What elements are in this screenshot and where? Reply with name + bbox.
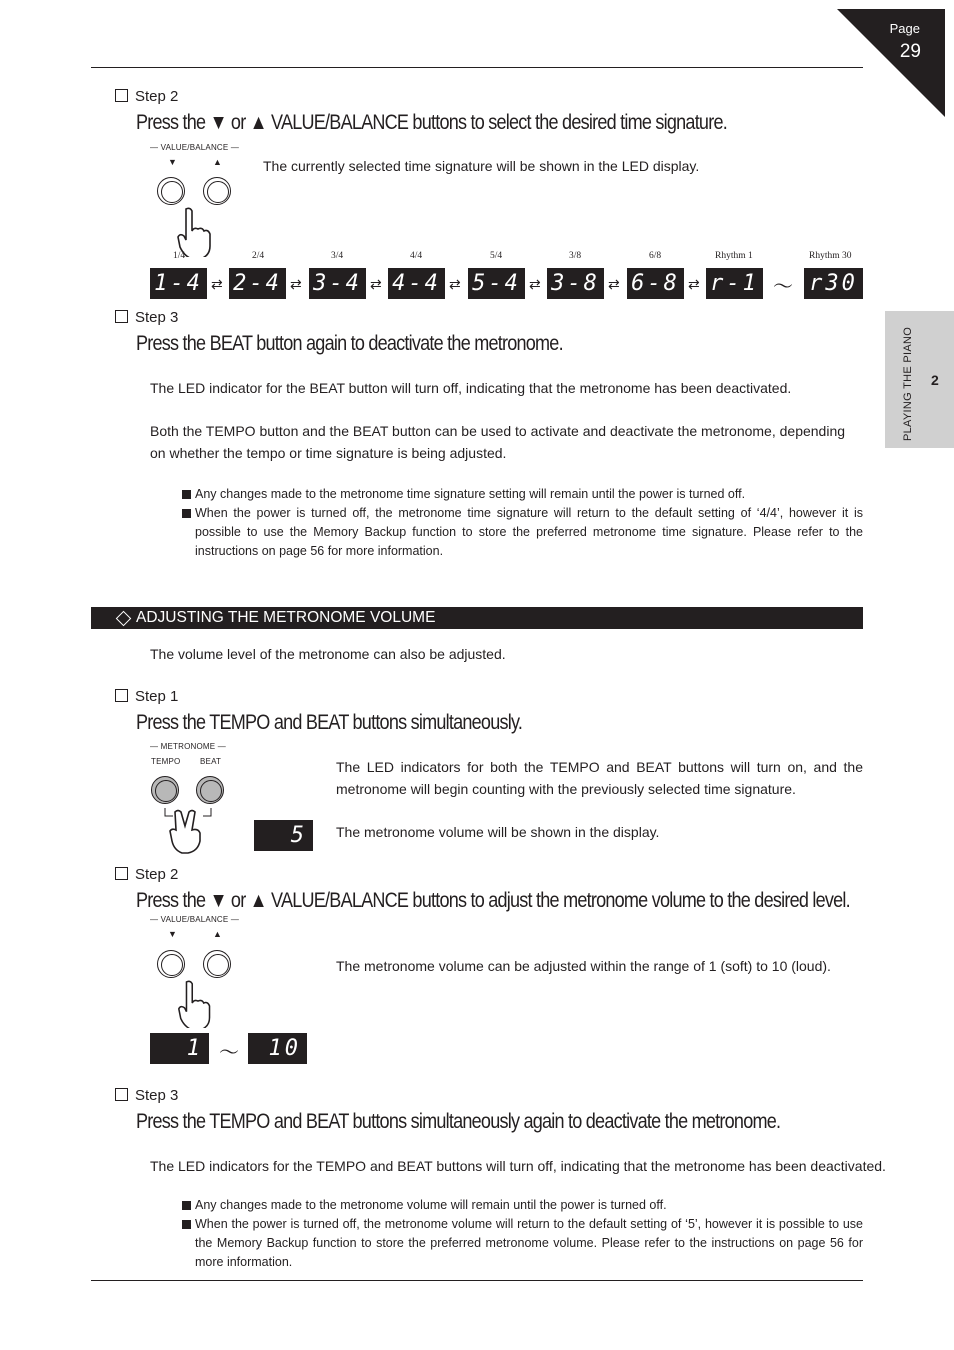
- ts-label: Rhythm 30: [809, 251, 852, 261]
- led-display: 4-4: [388, 268, 445, 299]
- notes-volume: [182, 1196, 863, 1272]
- value-balance-label: — VALUE/BALANCE —: [150, 143, 240, 152]
- top-rule: [91, 67, 863, 68]
- diamond-icon: [116, 611, 132, 627]
- led-display: 6-8: [627, 268, 684, 299]
- range-tilde-icon: ～: [219, 1042, 239, 1064]
- step-2b-label: Step 2: [115, 866, 178, 883]
- swap-arrows-icon: ⇄: [449, 276, 461, 292]
- swap-arrows-icon: ⇄: [290, 276, 302, 292]
- up-arrow-icon: ▲: [213, 157, 222, 167]
- ts-label: 4/4: [410, 251, 423, 261]
- led-display: 1-4: [150, 268, 207, 299]
- section-title: ADJUSTING THE METRONOME VOLUME: [136, 609, 436, 626]
- ts-label: 5/4: [490, 251, 503, 261]
- note-item: When the power is turned off, the metronome volume will return to the default setting of ‘5’, however it is possible to use the Memory Backup function to store the preferred metronome volume. Please refer to the instructions on page 56 for more information.: [182, 1215, 863, 1272]
- volume-display: 5: [254, 820, 313, 851]
- step-2b-heading: Press the ▼ or ▲ VALUE/BALANCE buttons to adjust the metronome volume to the desired level.: [136, 889, 850, 912]
- step-2-label: Step 2: [115, 88, 178, 105]
- ts-shown-text: The currently selected time signature will be shown in the LED display.: [263, 158, 700, 174]
- led-display: r30: [804, 268, 863, 299]
- ts-label: Rhythm 1: [715, 251, 753, 261]
- note-item: Any changes made to the metronome volume will remain until the power is turned off.: [182, 1196, 863, 1215]
- volume-range-text: The metronome volume can be adjusted within the range of 1 (soft) to 10 (loud).: [336, 958, 831, 974]
- step-2-heading: Press the ▼ or ▲ VALUE/BALANCE buttons to select the desired time signature.: [136, 111, 727, 134]
- led-display: 5-4: [468, 268, 525, 299]
- swap-arrows-icon: ⇄: [370, 276, 382, 292]
- volume-intro-text: The volume level of the metronome can also be adjusted.: [150, 646, 506, 662]
- value-down-button[interactable]: [157, 177, 185, 205]
- ts-label: 3/4: [331, 251, 344, 261]
- value-down-button[interactable]: [157, 950, 185, 978]
- down-arrow-icon: ▼: [168, 929, 177, 939]
- metronome-label: — METRONOME —: [150, 742, 226, 751]
- beat-off-text: The LED indicator for the BEAT button will turn off, indicating that the metronome has been deactivated.: [150, 380, 792, 396]
- page-number: 29: [899, 41, 921, 62]
- led-display: 3-8: [547, 268, 604, 299]
- step-3b-heading: Press the TEMPO and BEAT buttons simultaneously again to deactivate the metronome.: [136, 1110, 781, 1133]
- swap-arrows-icon: ⇄: [688, 276, 700, 292]
- page-label: Page: [889, 21, 920, 36]
- chapter-number: 2: [931, 372, 939, 388]
- ts-label: 3/8: [569, 251, 582, 261]
- bottom-rule: [91, 1280, 863, 1281]
- section-header: [91, 607, 863, 629]
- leds-off-text: The LED indicators for the TEMPO and BEAT buttons will turn off, indicating that the metronome has been deactivated.: [150, 1158, 886, 1174]
- volume-min-display: 1: [150, 1033, 209, 1064]
- led-display: 2-4: [229, 268, 286, 299]
- chapter-tab-label: PLAYING THE PIANO: [902, 326, 914, 441]
- tempo-label: TEMPO: [151, 757, 181, 766]
- step-3-heading: Press the BEAT button again to deactivate the metronome.: [136, 332, 563, 355]
- led-display: 3-4: [309, 268, 366, 299]
- volume-shown-text: The metronome volume will be shown in the display.: [336, 824, 660, 840]
- step-1-label: Step 1: [115, 688, 178, 705]
- step-1-heading: Press the TEMPO and BEAT buttons simultaneously.: [136, 711, 523, 734]
- step-3b-label: Step 3: [115, 1087, 178, 1104]
- led-display: r-1: [706, 268, 763, 299]
- pointing-hand-icon: [176, 207, 220, 257]
- two-finger-hand-icon: [163, 806, 213, 854]
- beat-button[interactable]: [196, 776, 224, 804]
- value-balance-label: — VALUE/BALANCE —: [150, 915, 240, 924]
- both-buttons-text: Both the TEMPO button and the BEAT button can be used to activate and deactivate the metronome, depending on whether the tempo or time signature is being adjusted.: [150, 423, 846, 461]
- swap-arrows-icon: ⇄: [529, 276, 541, 292]
- chapter-tab[interactable]: [885, 311, 954, 448]
- value-up-button[interactable]: [203, 950, 231, 978]
- range-tilde-icon: ～: [773, 276, 793, 298]
- step-3-label: Step 3: [115, 309, 178, 326]
- volume-max-display: 10: [248, 1033, 307, 1064]
- ts-label: 2/4: [252, 251, 265, 261]
- note-item: When the power is turned off, the metronome time signature will return to the default setting of ‘4/4’, however it is possible to use the Memory Backup function to store the preferred metronome time signature. Please refer to the instructions on page 56 for more information.: [182, 504, 863, 561]
- pointing-hand-icon: [176, 980, 220, 1028]
- ts-label: 6/8: [649, 251, 662, 261]
- notes-time-signature: [182, 485, 863, 561]
- leds-on-text: The LED indicators for both the TEMPO and BEAT buttons will turn on, and the metronome will begin counting with the previously selected time signature.: [336, 759, 863, 797]
- note-item: Any changes made to the metronome time signature setting will remain until the power is turned off.: [182, 485, 863, 504]
- value-up-button[interactable]: [203, 177, 231, 205]
- swap-arrows-icon: ⇄: [211, 276, 223, 292]
- ts-label: 1/4: [173, 251, 186, 261]
- up-arrow-icon: ▲: [213, 929, 222, 939]
- down-arrow-icon: ▼: [168, 157, 177, 167]
- tempo-button[interactable]: [151, 776, 179, 804]
- beat-label: BEAT: [200, 757, 222, 766]
- swap-arrows-icon: ⇄: [608, 276, 620, 292]
